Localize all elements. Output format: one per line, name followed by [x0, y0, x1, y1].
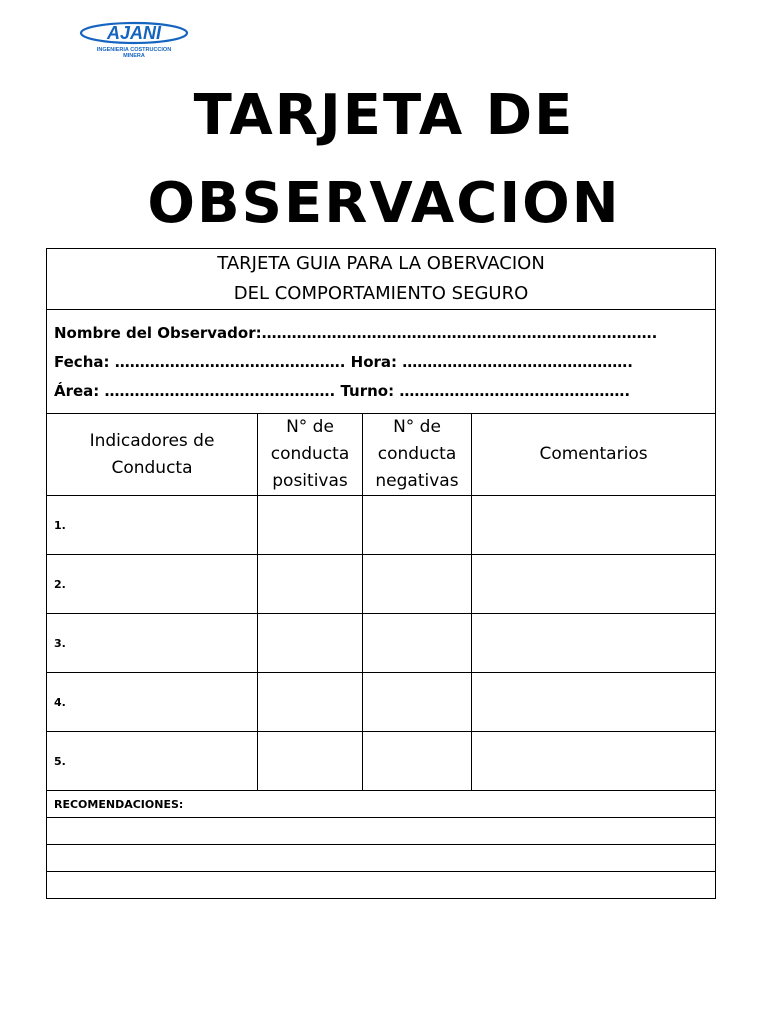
area-field[interactable]: Área: ……………………………………….	[54, 382, 336, 400]
negative-count-cell[interactable]	[363, 496, 472, 555]
column-header-negativas-line-1: N° de	[393, 417, 441, 437]
positive-count-cell[interactable]	[258, 496, 363, 555]
column-header-positivas-line-2: conducta	[270, 444, 350, 464]
turno-field[interactable]: Turno: ……………………………………….	[340, 382, 631, 400]
observer-info	[47, 310, 716, 414]
observation-card-table	[46, 248, 716, 899]
page-title	[0, 72, 768, 248]
table-row	[47, 673, 716, 732]
comment-cell[interactable]	[472, 496, 716, 555]
positive-count-cell[interactable]	[258, 732, 363, 791]
positive-count-cell[interactable]	[258, 555, 363, 614]
indicator-cell-5[interactable]: 5.	[47, 732, 258, 791]
column-header-indicadores-line-2: Conducta	[111, 457, 193, 478]
table-row	[47, 555, 716, 614]
column-header-negativas-line-2: conducta	[377, 444, 457, 464]
indicator-cell-4[interactable]: 4.	[47, 673, 258, 732]
card-heading-line-2: DEL COMPORTAMIENTO SEGURO	[233, 283, 529, 304]
column-header-positivas-line-1: N° de	[286, 417, 334, 437]
card-heading-line-1: TARJETA GUIA PARA LA OBERVACION	[217, 253, 545, 274]
comment-cell[interactable]	[472, 555, 716, 614]
column-header-negativas	[363, 414, 472, 496]
recommendations-line-2[interactable]	[47, 845, 716, 872]
negative-count-cell[interactable]	[363, 732, 472, 791]
column-header-positivas-line-3: positivas	[272, 471, 348, 491]
logo-tagline: INGENIERIA COSTRUCCION MINERA	[96, 47, 172, 59]
positive-count-cell[interactable]	[258, 614, 363, 673]
card-heading	[47, 249, 716, 310]
comment-cell[interactable]	[472, 614, 716, 673]
recommendations-line-3[interactable]	[47, 872, 716, 899]
recommendations-line-1[interactable]	[47, 818, 716, 845]
company-logo	[76, 20, 212, 60]
svg-text:AJANI: AJANI	[106, 23, 162, 43]
recommendations-label: RECOMENDACIONES:	[47, 791, 716, 818]
table-row	[47, 732, 716, 791]
table-row	[47, 614, 716, 673]
table-row	[47, 496, 716, 555]
hora-field[interactable]: Hora: ……………………………………….	[350, 353, 633, 371]
column-header-indicadores-line-1: Indicadores de	[89, 430, 215, 451]
title-line-1: TARJETA DE	[193, 83, 575, 148]
fecha-field[interactable]: Fecha: ……………………………………….	[54, 353, 346, 371]
title-line-2: OBSERVACION	[147, 171, 621, 236]
indicator-cell-1[interactable]: 1.	[47, 496, 258, 555]
column-header-negativas-line-3: negativas	[375, 471, 459, 491]
negative-count-cell[interactable]	[363, 673, 472, 732]
negative-count-cell[interactable]	[363, 555, 472, 614]
indicator-cell-3[interactable]: 3.	[47, 614, 258, 673]
logo-mark	[76, 20, 192, 46]
observer-name-field[interactable]: Nombre del Observador:…………………………………………………………………….	[54, 324, 658, 342]
column-header-comentarios: Comentarios	[472, 414, 716, 496]
column-header-positivas	[258, 414, 363, 496]
positive-count-cell[interactable]	[258, 673, 363, 732]
comment-cell[interactable]	[472, 732, 716, 791]
negative-count-cell[interactable]	[363, 614, 472, 673]
comment-cell[interactable]	[472, 673, 716, 732]
column-header-indicadores	[47, 414, 258, 496]
indicator-cell-2[interactable]: 2.	[47, 555, 258, 614]
